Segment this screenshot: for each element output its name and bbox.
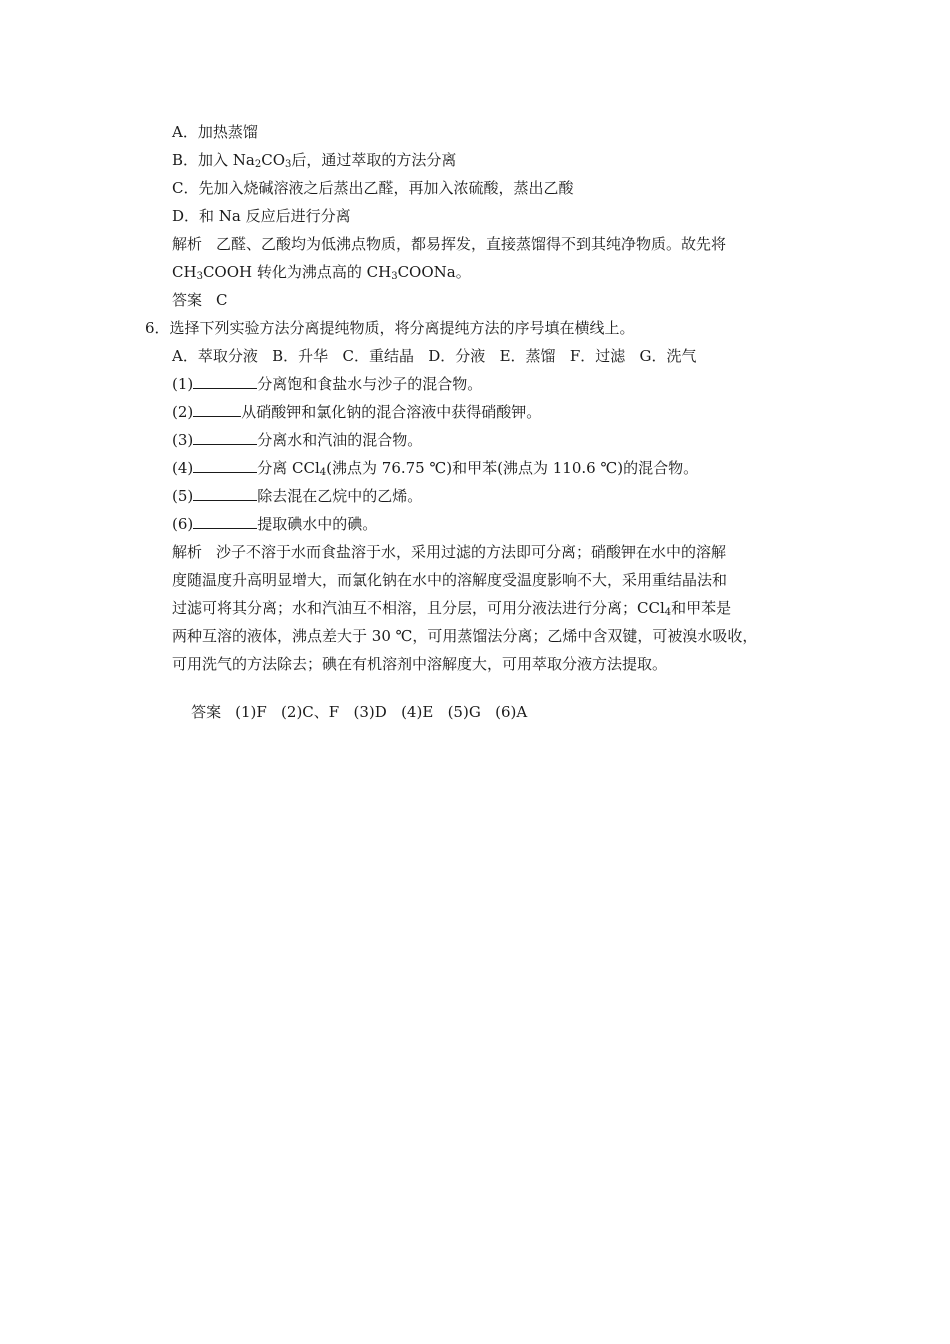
answer-blank [193,458,257,473]
subscript: 3 [391,271,398,282]
q6-item-3 [172,430,422,450]
item-text: 分离 CCl [257,459,320,477]
item-number: (2) [172,403,194,421]
item-text: 从硝酸钾和氯化钠的混合溶液中获得硝酸钾。 [241,403,542,421]
item-number: (5) [172,487,194,505]
q6-answer [172,682,528,721]
q5-analysis-line-2 [172,262,471,282]
analysis-text: 沙子不溶于水而食盐溶于水，采用过滤的方法即可分离；硝酸钾在水中的溶解 [216,543,727,561]
q6-item-1 [172,374,482,394]
answer-blank [193,374,257,389]
analysis-text: COONa。 [397,263,471,281]
q6-item-6 [172,514,377,534]
item-number: (6) [172,515,194,533]
answer-blank [193,514,257,529]
q5-option-a: A．加热蒸馏 [172,123,258,141]
answer-value: C [216,291,228,309]
analysis-label: 解析 [172,235,203,253]
subscript: 4 [664,607,672,618]
subscript: 4 [319,467,327,478]
answer-label: 答案 [172,291,203,309]
item-text: (沸点为 76.75 ℃)和甲苯(沸点为 110.6 ℃)的混合物。 [326,459,699,477]
q5-option-b [172,150,456,170]
answer-label: 答案 [191,703,222,721]
item-number: (4) [172,459,194,477]
analysis-text: CH [172,263,197,281]
item-text: 提取碘水中的碘。 [257,515,378,533]
q5-option-c: C．先加入烧碱溶液之后蒸出乙醛，再加入浓硫酸，蒸出乙酸 [172,179,574,197]
item-number: (3) [172,431,194,449]
subscript: 3 [285,159,292,170]
q5-option-b-text: 后，通过萃取的方法分离 [291,151,457,169]
q6-item-4 [172,458,698,478]
q6-analysis-line-5: 可用洗气的方法除去；碘在有机溶剂中溶解度大，可用萃取分液方法提取。 [172,655,668,673]
q6-analysis-line-2: 度随温度升高明显增大，而氯化钠在水中的溶解度受温度影响不大，采用重结晶法和 [172,571,728,589]
item-number: (1) [172,375,194,393]
answer-blank [193,402,241,417]
q6-item-5 [172,486,422,506]
q6-analysis-line-1 [172,542,726,562]
q6-methods: A．萃取分液 B．升华 C．重结晶 D．分液 E．蒸馏 F．过滤 G．洗气 [172,347,697,365]
q6-analysis-line-3 [172,598,731,618]
analysis-text: 过滤可将其分离；水和汽油互不相溶，且分层，可用分液法进行分离；CCl [172,599,665,617]
item-text: 分离饱和食盐水与沙子的混合物。 [257,375,483,393]
subscript: 2 [254,159,262,170]
q5-analysis-line-1 [172,234,726,254]
answer-blank [193,430,257,445]
subscript: 3 [196,271,203,282]
analysis-text: 和甲苯是 [671,599,732,617]
analysis-text: COOH 转化为沸点高的 CH [202,263,392,281]
answer-blank [193,486,257,501]
analysis-text: 乙醛、乙酸均为低沸点物质，都易挥发，直接蒸馏得不到其纯净物质。故先将 [216,235,727,253]
q6-analysis-line-4: 两种互溶的液体，沸点差大于 30 ℃，可用蒸馏法分离；乙烯中含双键，可被溴水吸收， [172,627,758,645]
analysis-label: 解析 [172,543,203,561]
q5-option-b-text: B．加入 Na [172,151,255,169]
q5-option-d: D．和 Na 反应后进行分离 [172,207,351,225]
q6-item-2 [172,402,541,422]
q5-option-b-text: CO [261,151,286,169]
q5-answer [172,290,228,310]
answer-value: (1)F (2)C、F (3)D (4)E (5)G (6)A [235,703,528,721]
q6-stem: 6．选择下列实验方法分离提纯物质，将分离提纯方法的序号填在横线上。 [145,319,635,337]
item-text: 分离水和汽油的混合物。 [257,431,423,449]
item-text: 除去混在乙烷中的乙烯。 [257,487,423,505]
